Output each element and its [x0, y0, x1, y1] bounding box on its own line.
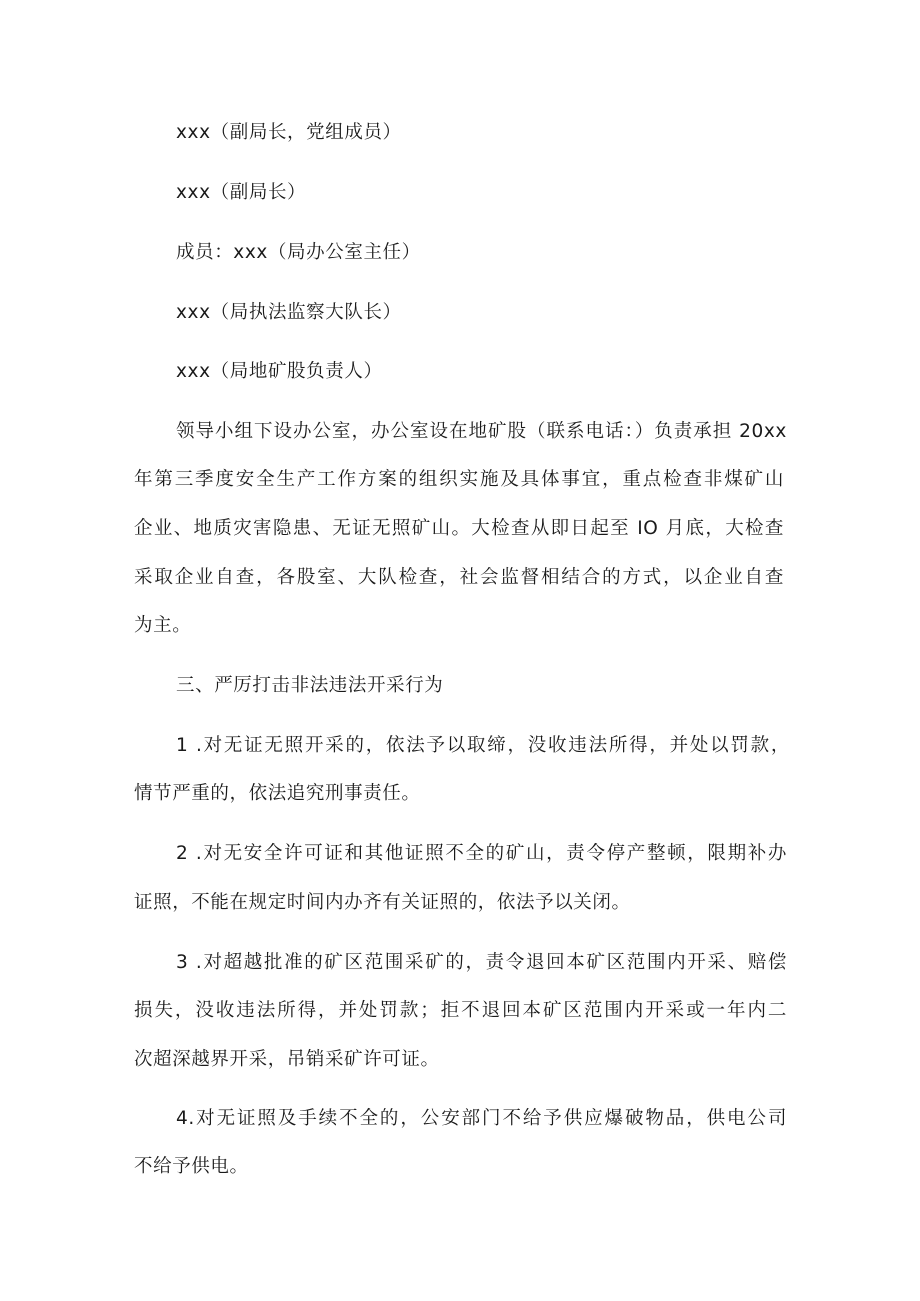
member-line-office-director: 成员：xxx（局办公室主任）	[176, 242, 421, 263]
paragraph-office-line-4: 采取企业自查，各股室、大队检查，社会监督相结合的方式，以企业自查	[134, 567, 784, 588]
member-line-deputy: xxx（副局长）	[176, 182, 307, 203]
item-3-line-1: 3 .对超越批准的矿区范围采矿的，责令退回本矿区范围内开采、赔偿	[176, 952, 787, 973]
paragraph-office-line-5: 为主。	[134, 615, 192, 636]
section-heading-3: 三、严厉打击非法违法开采行为	[176, 675, 444, 696]
item-4-line-2: 不给予供电。	[134, 1156, 249, 1177]
member-line-deputy-party: xxx（副局长，党组成员）	[176, 122, 402, 143]
item-4-line-1: 4.对无证照及手续不全的，公安部门不给予供应爆破物品，供电公司	[176, 1108, 787, 1129]
item-1-line-1: 1 .对无证无照开采的，依法予以取缔，没收违法所得，并处以罚款，	[176, 735, 790, 756]
paragraph-office-line-2: 年第三季度安全生产工作方案的组织实施及具体事宜，重点检查非煤矿山	[134, 469, 784, 490]
item-2-line-1: 2 .对无安全许可证和其他证照不全的矿山，责令停产整顿，限期补办	[176, 843, 787, 864]
item-3-line-3: 次超深越界开采，吊销采矿许可证。	[134, 1049, 440, 1070]
item-3-line-2: 损失，没收违法所得，并处罚款；拒不退回本矿区范围内开采或一年内二	[134, 1000, 787, 1021]
paragraph-office-line-1: 领导小组下设办公室，办公室设在地矿股（联系电话：）负责承担 20xx	[176, 421, 787, 442]
item-2-line-2: 证照，不能在规定时间内办齐有关证照的，依法予以关闭。	[134, 892, 631, 913]
paragraph-office-line-3: 企业、地质灾害隐患、无证无照矿山。大检查从即日起至 IO 月底，大检查	[134, 518, 784, 539]
item-1-line-2: 情节严重的，依法追究刑事责任。	[134, 783, 421, 804]
member-line-mining-section: xxx（局地矿股负责人）	[176, 361, 383, 382]
member-line-enforcement-captain: xxx（局执法监察大队长）	[176, 302, 402, 323]
